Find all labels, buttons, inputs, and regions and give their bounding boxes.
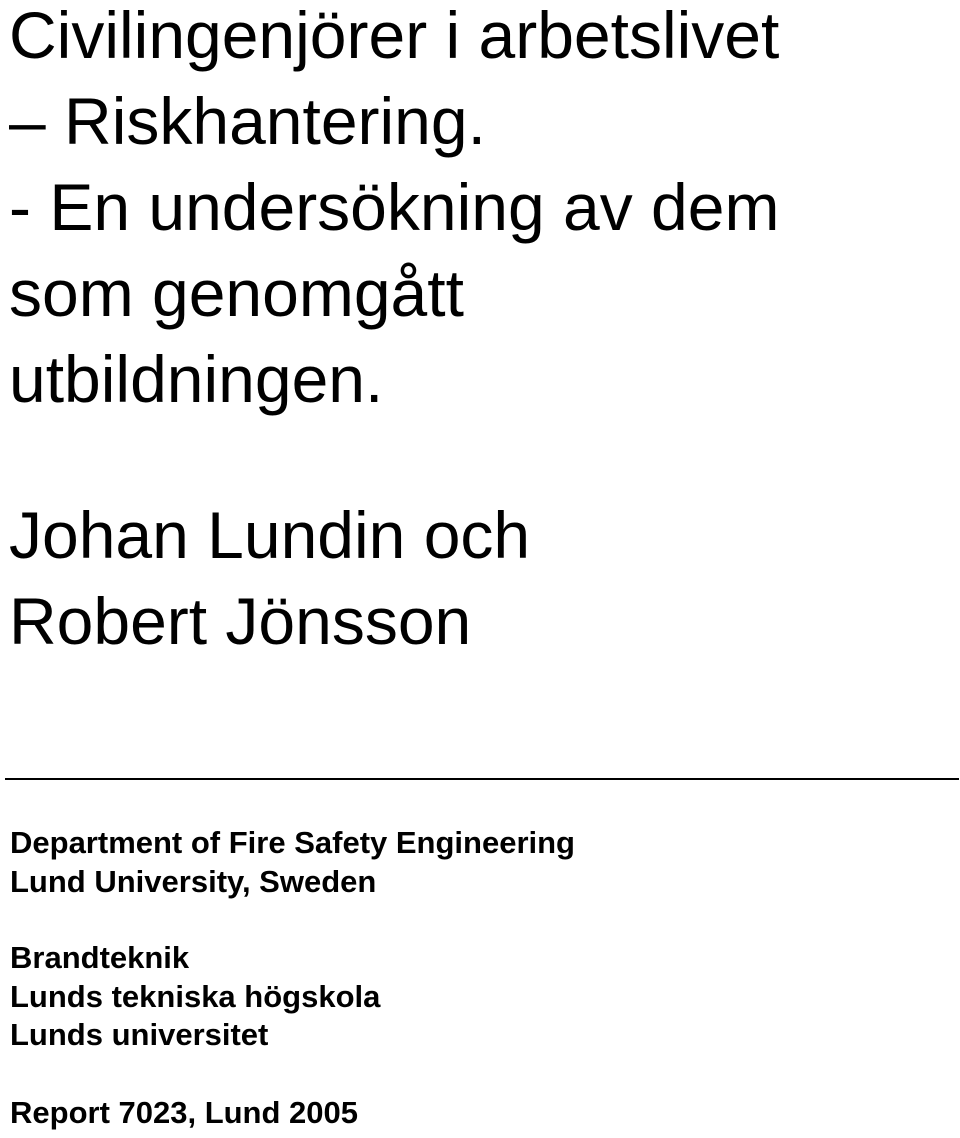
department-line: Department of Fire Safety Engineering xyxy=(10,825,575,860)
title-line: som genomgått xyxy=(9,256,464,330)
title-line: - En undersökning av dem xyxy=(9,170,780,244)
department-swedish xyxy=(10,939,950,1055)
report-line: Report 7023, Lund 2005 xyxy=(10,1095,359,1130)
report-title xyxy=(9,0,957,422)
department-english xyxy=(10,824,950,901)
author-line: Robert Jönsson xyxy=(9,584,472,658)
title-line: utbildningen. xyxy=(9,342,384,416)
authors xyxy=(9,492,957,664)
department-line: Brandteknik xyxy=(10,940,190,975)
horizontal-divider xyxy=(5,778,959,780)
university-line: Lunds universitet xyxy=(10,1017,269,1052)
report-number xyxy=(10,1094,950,1133)
author-line: Johan Lundin och xyxy=(9,498,531,572)
faculty-line: Lunds tekniska högskola xyxy=(10,978,381,1014)
university-line: Lund University, Sweden xyxy=(10,863,377,899)
title-line: – Riskhantering. xyxy=(9,84,486,158)
title-line: Civilingenjörer i arbetslivet xyxy=(9,0,780,72)
